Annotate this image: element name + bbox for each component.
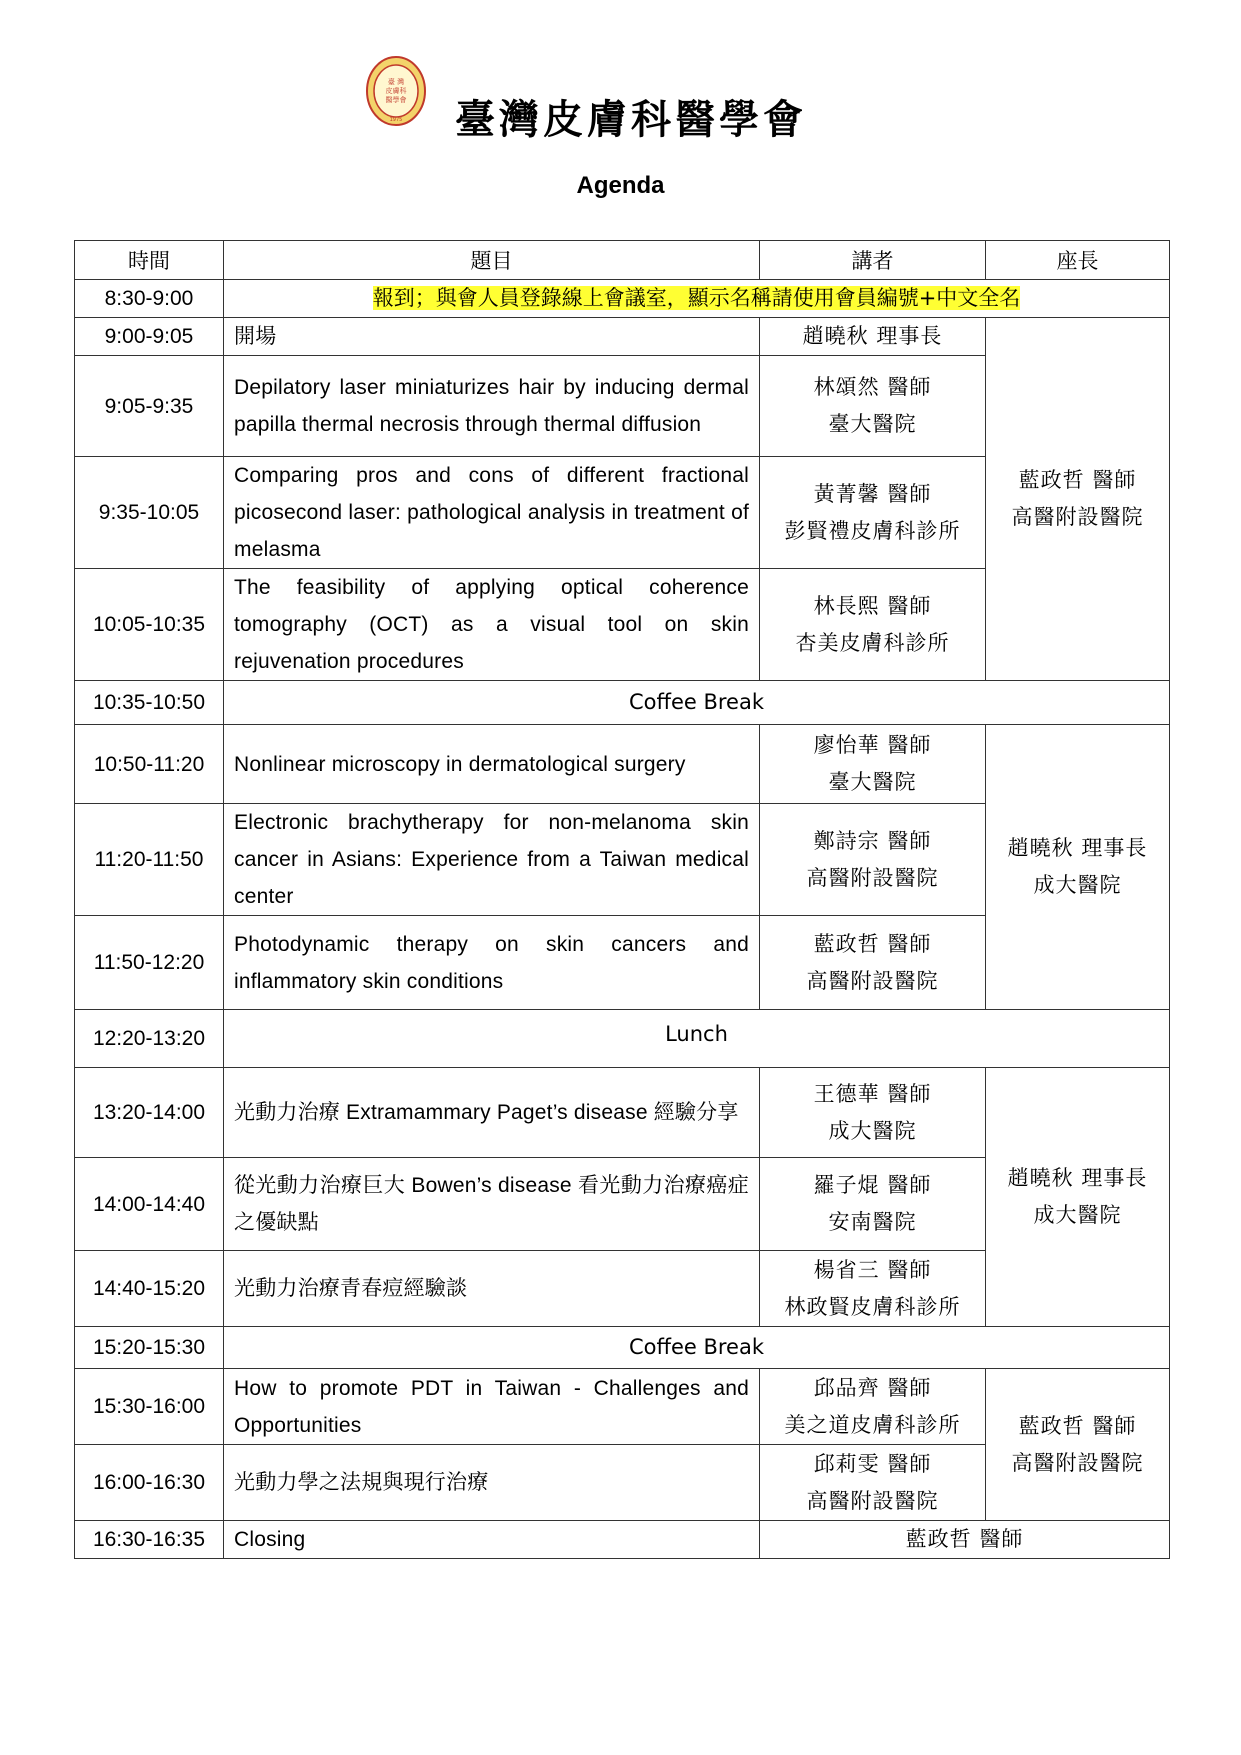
time-cell: 11:50-12:20	[75, 916, 224, 1010]
header-time: 時間	[75, 241, 224, 280]
speaker-name: 楊省三 醫師	[813, 1257, 932, 1282]
speaker-name: 藍政哲 醫師	[813, 931, 932, 956]
speaker-cell	[760, 1068, 986, 1158]
topic-cell: Depilatory laser miniaturizes hair by inducing dermal papilla thermal necrosis through thermal diffusion	[224, 356, 760, 457]
time-cell: 15:20-15:30	[75, 1327, 224, 1369]
chair-org: 高醫附設醫院	[1011, 505, 1144, 529]
speaker-name: 藍政哲 醫師	[905, 1527, 1024, 1551]
time-cell: 12:20-13:20	[75, 1010, 224, 1068]
svg-text:臺 灣: 臺 灣	[387, 78, 405, 86]
speaker-org: 臺大醫院	[828, 412, 917, 436]
speaker-org: 臺大醫院	[828, 770, 917, 794]
speaker-cell	[760, 1158, 986, 1251]
svg-text:1975: 1975	[389, 117, 403, 123]
table-row	[75, 318, 1170, 356]
time-cell: 10:05-10:35	[75, 569, 224, 681]
speaker-cell	[760, 725, 986, 804]
speaker-name: 鄭詩宗 醫師	[813, 828, 932, 853]
speaker-cell	[760, 1251, 986, 1327]
chair-cell	[986, 725, 1170, 1010]
chair-cell	[986, 1068, 1170, 1327]
time-cell: 15:30-16:00	[75, 1369, 224, 1445]
chair-name: 趙曉秋 理事長	[1007, 836, 1148, 860]
topic-cell: 光動力治療 Extramammary Paget’s disease 經驗分享	[224, 1068, 760, 1158]
break-label: Coffee Break	[224, 681, 1170, 725]
speaker-name: 林頌然 醫師	[813, 375, 932, 399]
speaker-org: 美之道皮膚科診所	[784, 1412, 961, 1437]
speaker-name: 林長熙 醫師	[813, 593, 932, 618]
break-row	[75, 1010, 1170, 1068]
speaker-org: 安南醫院	[828, 1210, 917, 1234]
registration-note: 報到；與會人員登錄線上會議室，顯示名稱請使用會員編號+中文全名	[372, 286, 1021, 310]
speaker-name: 羅子焜 醫師	[813, 1173, 932, 1197]
header-chair: 座長	[986, 241, 1170, 280]
table-row	[75, 1521, 1170, 1559]
speaker-cell	[760, 457, 986, 569]
chair-org: 高醫附設醫院	[1011, 1450, 1144, 1475]
topic-cell: How to promote PDT in Taiwan - Challenges and Opportunities	[224, 1369, 760, 1445]
time-cell: 10:50-11:20	[75, 725, 224, 804]
speaker-org: 杏美皮膚科診所	[795, 630, 950, 655]
speaker-cell	[760, 1521, 1170, 1559]
time-cell: 14:00-14:40	[75, 1158, 224, 1251]
speaker-org: 成大醫院	[828, 1118, 917, 1143]
chair-org: 成大醫院	[1033, 873, 1122, 897]
topic-cell: The feasibility of applying optical coherence tomography (OCT) as a visual tool on skin rejuvenation procedures	[224, 569, 760, 681]
speaker-cell	[760, 569, 986, 681]
time-cell: 13:20-14:00	[75, 1068, 224, 1158]
speaker-name: 邱莉雯 醫師	[813, 1451, 932, 1476]
break-label: Lunch	[224, 1010, 1170, 1068]
speaker-cell	[760, 916, 986, 1010]
break-row	[75, 681, 1170, 725]
topic-cell: 從光動力治療巨大 Bowen’s disease 看光動力治療癌症之優缺點	[224, 1158, 760, 1251]
chair-name: 藍政哲 醫師	[1018, 1413, 1137, 1438]
header	[0, 0, 1241, 160]
chair-name: 藍政哲 醫師	[1018, 468, 1137, 492]
topic-cell: 光動力治療青春痘經驗談	[224, 1251, 760, 1327]
chair-name: 趙曉秋 理事長	[1007, 1166, 1148, 1190]
speaker-org: 高醫附設醫院	[806, 865, 939, 890]
speaker-name: 邱品齊 醫師	[813, 1375, 932, 1400]
time-cell: 14:40-15:20	[75, 1251, 224, 1327]
speaker-cell	[760, 804, 986, 916]
time-cell: 9:05-9:35	[75, 356, 224, 457]
break-row	[75, 1327, 1170, 1369]
time-cell: 11:20-11:50	[75, 804, 224, 916]
topic-cell: Nonlinear microscopy in dermatological surgery	[224, 725, 760, 804]
table-row	[75, 1068, 1170, 1158]
organization-name: 臺灣皮膚科醫學會	[455, 96, 807, 143]
speaker-name: 黃菁馨 醫師	[813, 481, 932, 506]
speaker-cell	[760, 318, 986, 356]
topic-cell: Closing	[224, 1521, 760, 1559]
table-row	[75, 1369, 1170, 1445]
speaker-cell	[760, 1445, 986, 1521]
registration-row	[75, 280, 1170, 318]
time-cell: 8:30-9:00	[75, 280, 224, 318]
speaker-org: 彭賢禮皮膚科診所	[784, 518, 961, 543]
speaker-name: 廖怡華 醫師	[813, 733, 932, 757]
speaker-name: 王德華 醫師	[813, 1081, 932, 1106]
association-logo	[366, 56, 426, 126]
chair-cell	[986, 1369, 1170, 1521]
topic-cell: Electronic brachytherapy for non-melanoma skin cancer in Asians: Experience from a Taiwan medical center	[224, 804, 760, 916]
registration-note-cell	[224, 280, 1170, 318]
time-cell: 9:00-9:05	[75, 318, 224, 356]
topic-cell: 開場	[224, 318, 760, 356]
topic-cell: Photodynamic therapy on skin cancers and inflammatory skin conditions	[224, 916, 760, 1010]
speaker-cell	[760, 356, 986, 457]
agenda-table	[74, 240, 1170, 1559]
topic-cell: Comparing pros and cons of different fractional picosecond laser: pathological analysis in treatment of melasma	[224, 457, 760, 569]
chair-cell	[986, 318, 1170, 681]
speaker-org: 林政賢皮膚科診所	[784, 1294, 961, 1319]
speaker-cell	[760, 1369, 986, 1445]
time-cell: 16:00-16:30	[75, 1445, 224, 1521]
topic-cell: 光動力學之法規與現行治療	[224, 1445, 760, 1521]
table-header-row	[75, 241, 1170, 280]
speaker-name: 趙曉秋 理事長	[802, 324, 943, 348]
speaker-org: 高醫附設醫院	[806, 968, 939, 993]
time-cell: 10:35-10:50	[75, 681, 224, 725]
svg-text:醫學會: 醫學會	[385, 96, 407, 104]
speaker-org: 高醫附設醫院	[806, 1488, 939, 1513]
svg-text:皮膚科: 皮膚科	[385, 87, 407, 95]
time-cell: 9:35-10:05	[75, 457, 224, 569]
chair-org: 成大醫院	[1033, 1203, 1122, 1227]
time-cell: 16:30-16:35	[75, 1521, 224, 1559]
break-label: Coffee Break	[224, 1327, 1170, 1369]
header-speaker: 講者	[760, 241, 986, 280]
table-row	[75, 725, 1170, 804]
agenda-title: Agenda	[576, 172, 665, 199]
header-topic: 題目	[224, 241, 760, 280]
